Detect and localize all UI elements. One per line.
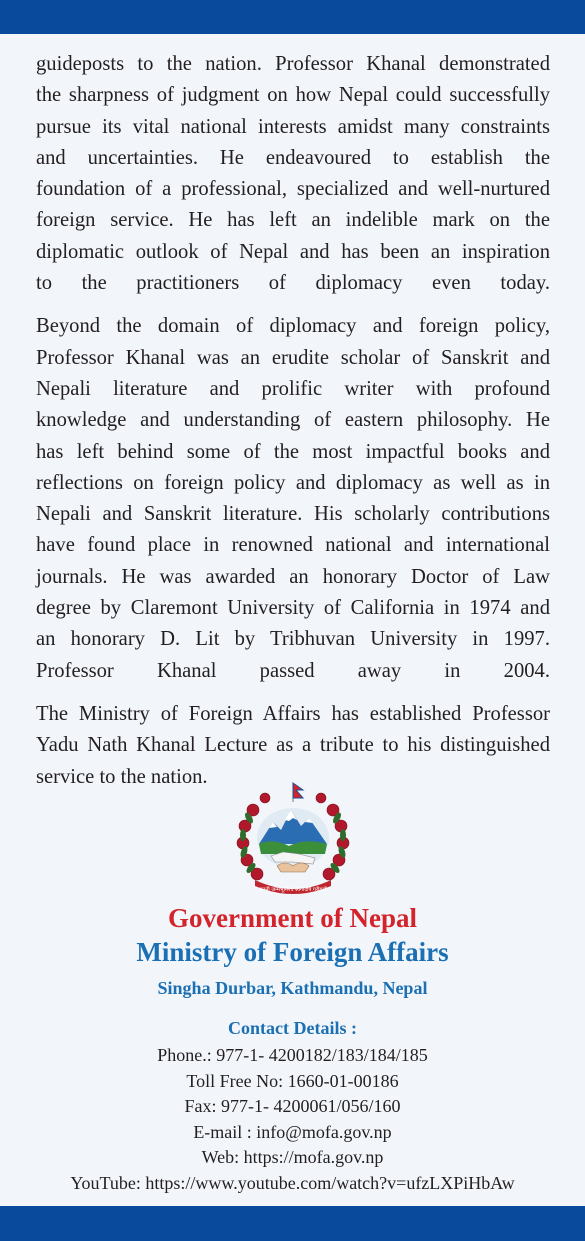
website-link[interactable]: Web: https://mofa.gov.np (201, 1147, 384, 1167)
text-line: Yadu Nath Khanal Lecture as a tribute to his distinguished (36, 734, 550, 757)
paragraph-lecture-tribute (36, 699, 550, 793)
text-line: Beyond the domain of diplomacy and foreign policy, (36, 315, 550, 338)
text-line: knowledge and understanding of eastern philosophy. He (36, 409, 550, 432)
paragraph-diplomatic-legacy (36, 49, 550, 299)
text-line: degree by Claremont University of California in 1974 and (36, 597, 550, 620)
top-color-band (0, 0, 585, 34)
text-line: Professor Khanal passed away in 2004. (36, 659, 550, 682)
text-line: foundation of a professional, specialized and well-nurtured (36, 178, 550, 201)
text-line: diplomatic outlook of Nepal and has been an inspiration (36, 240, 550, 263)
text-line: journals. He was awarded an honorary Doctor of Law (36, 565, 550, 588)
text-line: pursue its vital national interests amidst many constraints (36, 115, 550, 138)
email-address[interactable]: E-mail : info@mofa.gov.np (193, 1121, 392, 1142)
government-name: Government of Nepal (168, 903, 417, 933)
text-line: foreign service. He has left an indelible mark on the (36, 209, 550, 232)
text-line: Professor Khanal was an erudite scholar of Sanskrit and (36, 346, 550, 369)
text-line: to the practitioners of diplomacy even today. (36, 272, 550, 295)
text-line: has left behind some of the most impactful books and (36, 440, 550, 463)
toll-free-number: Toll Free No: 1660-01-00186 (186, 1070, 399, 1091)
youtube-link[interactable]: YouTube: https://www.youtube.com/watch?v=ufzLXPiHbAw (70, 1172, 515, 1193)
phone-number: Phone.: 977-1- 4200182/183/184/185 (157, 1045, 428, 1065)
text-line: the sharpness of judgment on how Nepal could successfully (36, 84, 550, 107)
tribute-body-text (36, 49, 550, 805)
fax-number: Fax: 977-1- 4200061/056/160 (184, 1096, 401, 1116)
text-line: The Ministry of Foreign Affairs has established Professor (36, 702, 550, 725)
bottom-color-band (0, 1206, 585, 1241)
text-line: Nepali literature and prolific writer with profound (36, 377, 550, 400)
contact-details-heading: Contact Details : (228, 1018, 357, 1038)
text-line: service to the nation. (36, 765, 208, 788)
text-line: guideposts to the nation. Professor Khanal demonstrated (36, 53, 550, 75)
text-line: Nepali and Sanskrit literature. His scholarly contributions (36, 503, 550, 526)
emblem-motto: जननी जन्मभूमिश्च स्वर्गादपि गरीयसी (258, 887, 328, 893)
text-line: reflections on foreign policy and diplomacy as well as in (36, 471, 550, 494)
text-line: an honorary D. Lit by Tribhuvan University in 1997. (36, 628, 550, 651)
ministry-name: Ministry of Foreign Affairs (136, 937, 449, 967)
text-line: and uncertainties. He endeavoured to establish the (36, 146, 550, 169)
nepal-coat-of-arms-icon (233, 780, 353, 900)
contact-details-list (0, 1043, 585, 1196)
paragraph-scholarly-work (36, 311, 550, 687)
text-line: have found place in renowned national and international (36, 534, 550, 557)
ministry-address: Singha Durbar, Kathmandu, Nepal (157, 978, 428, 998)
